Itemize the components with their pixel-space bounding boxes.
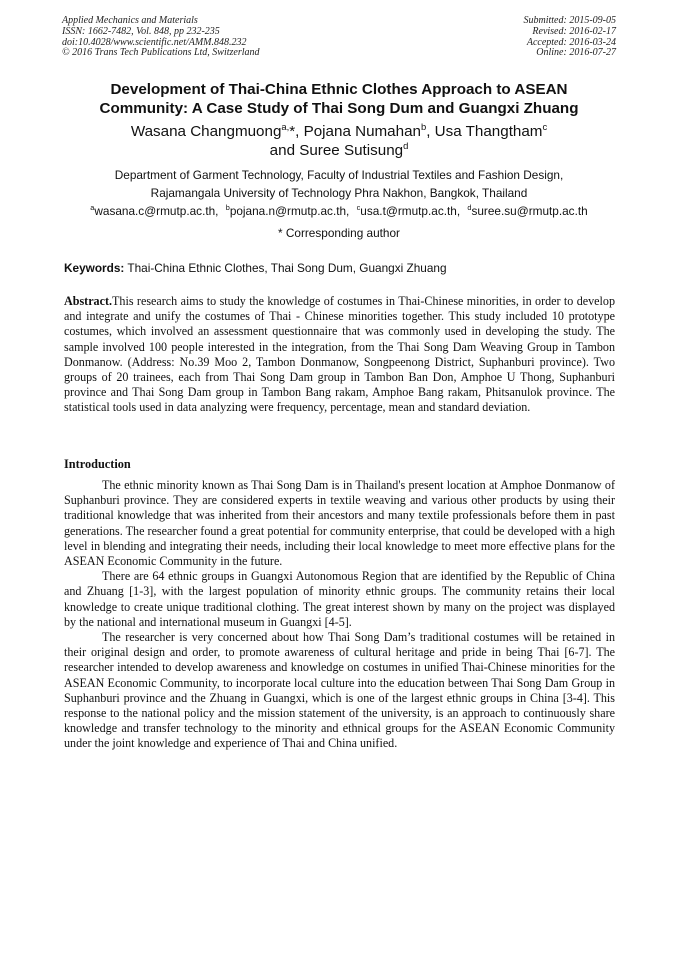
paragraph: The researcher is very concerned about how Thai Song Dam’s traditional costumes will be retained in their original design and order, to promote awareness of cultural heritage and pride in being Thai [6-7]. The researcher intended to develop awareness and knowledge on costumes in unified Thai-Chinese minorities for the ASEAN Economic Community, to incorporate local culture into the education between Thai Song Dam Group in Suphanburi province and the Zhuang in Guangxi, which is one of the largest ethnic groups in China [3-4]. This response to the national policy and the mission statement of the university, is an approach to continuously share knowledge and transfer technology to the minority and ethnical groups for the ASEAN Economic Community under the joint knowledge and experience of Thai and China unified.	[64, 630, 615, 751]
paper-title	[40, 80, 638, 118]
section-heading-introduction: Introduction	[64, 457, 131, 471]
email-address: pojana.n@rmutp.ac.th,	[229, 204, 350, 218]
journal-header-right	[524, 16, 617, 59]
paragraph: There are 64 ethnic groups in Guangxi Autonomous Region that are identified by the Republic of China and Zhuang [1-3], with the largest population of minority ethnic groups. The community retains their local knowledge to create unique traditional clothing. The great interest shown by many on the project was displayed by the national and international museum in Guangxi [4-5].	[64, 569, 615, 629]
author-separator: ,	[426, 123, 435, 140]
online-date: Online: 2016-07-27	[536, 47, 616, 59]
affiliation-line-2: Rajamangala University of Technology Phra Nakhon, Bangkok, Thailand	[150, 186, 528, 200]
keywords-label: Keywords:	[64, 261, 125, 275]
affiliation-line-1: Department of Garment Technology, Faculty of Industrial Textiles and Fashion Design,	[114, 168, 564, 182]
author-name: Wasana Changmuong	[130, 123, 282, 140]
email-affil-mark: d	[467, 203, 472, 213]
email-affil-mark: b	[225, 203, 230, 213]
issn-line: ISSN: 1662-7482, Vol. 848, pp 232-235	[62, 25, 220, 37]
copyright-line: © 2016 Trans Tech Publications Ltd, Switzerland	[62, 47, 260, 59]
paragraph: The ethnic minority known as Thai Song Dam is in Thailand's present location at Amphoe Donmanow of Suphanburi province. They are considered experts in textile weaving and various other products by using their traditional knowledge that was inherited from their ancestors and many textile professionals before them in past generations. The researcher found a great potential for community enterprise, that could be developed with a high level in blending and integrating their needs, including their local knowledge to meet more effective plans for the ASEAN Economic Community in the future.	[64, 478, 615, 569]
abstract	[64, 294, 615, 416]
author-affil-mark: c	[542, 120, 548, 132]
journal-name: Applied Mechanics and Materials	[62, 15, 198, 26]
email-address: wasana.c@rmutp.ac.th,	[94, 204, 219, 218]
author-name: Usa Thangtham	[434, 123, 543, 140]
author-affil-mark: b	[420, 120, 427, 132]
email-affil-mark: a	[90, 203, 95, 213]
author-name: and Suree Sutisung	[269, 142, 404, 159]
doi-line: doi:10.4028/www.scientific.net/AMM.848.232	[62, 36, 247, 48]
author-affil-mark: d	[403, 139, 409, 151]
affiliation	[40, 166, 638, 202]
journal-header-left	[62, 16, 260, 59]
submitted-date: Submitted: 2015-09-05	[523, 15, 616, 26]
corresponding-author-note: * Corresponding author	[278, 226, 400, 240]
author-line-1	[40, 122, 638, 141]
title-line-1: Development of Thai-China Ethnic Clothes Approach to ASEAN	[110, 81, 568, 98]
email-address: suree.su@rmutp.ac.th	[471, 204, 588, 218]
author-affil-mark: a,	[281, 120, 290, 132]
email-address: usa.t@rmutp.ac.th,	[360, 204, 461, 218]
keywords	[64, 260, 616, 276]
author-line-2	[40, 141, 638, 160]
email-entry[interactable]	[90, 204, 218, 218]
title-line-2: Community: A Case Study of Thai Song Dum and Guangxi Zhuang	[99, 100, 579, 117]
accepted-date: Accepted: 2016-03-24	[526, 36, 616, 48]
abstract-label: Abstract.	[64, 294, 113, 308]
author-separator: *,	[289, 123, 304, 140]
introduction-body	[64, 478, 615, 752]
revised-date: Revised: 2016-02-17	[532, 25, 616, 37]
author-list	[40, 122, 638, 160]
author-emails	[30, 203, 648, 219]
email-entry[interactable]	[226, 204, 350, 218]
author-name: Pojana Numahan	[303, 123, 421, 140]
email-affil-mark: c	[356, 203, 361, 213]
email-entry[interactable]	[357, 204, 461, 218]
abstract-text: This research aims to study the knowledge of costumes in Thai-Chinese minorities, in order to develop and integrate and unify the costumes of Thai - Chinese minorities together. This study included 10 prototype costumes, which involved an assessment questionnaire that was commonly used in developing the study. The sample involved 100 people interested in the integration, from the Thai Song Dam Weaving Group in Tambon Donmanow. (Address: No.39 Moo 2, Tambon Donmanow, Songpeenong District, Suphanburi province). Two groups of 20 trainees, each from Thai Song Dam group in Tambon Ban Don, Amphoe U Thong, Suphanburi province and Thai Song Dam group in Tambon Bang rakam, Amphoe Bang rakam, Phitsanulok province. The statistical tools used in data analyzing were frequency, percentage, mean and standard deviation.	[64, 294, 615, 415]
email-entry[interactable]	[467, 204, 587, 218]
keywords-text: Thai-China Ethnic Clothes, Thai Song Dum, Guangxi Zhuang	[127, 261, 447, 275]
